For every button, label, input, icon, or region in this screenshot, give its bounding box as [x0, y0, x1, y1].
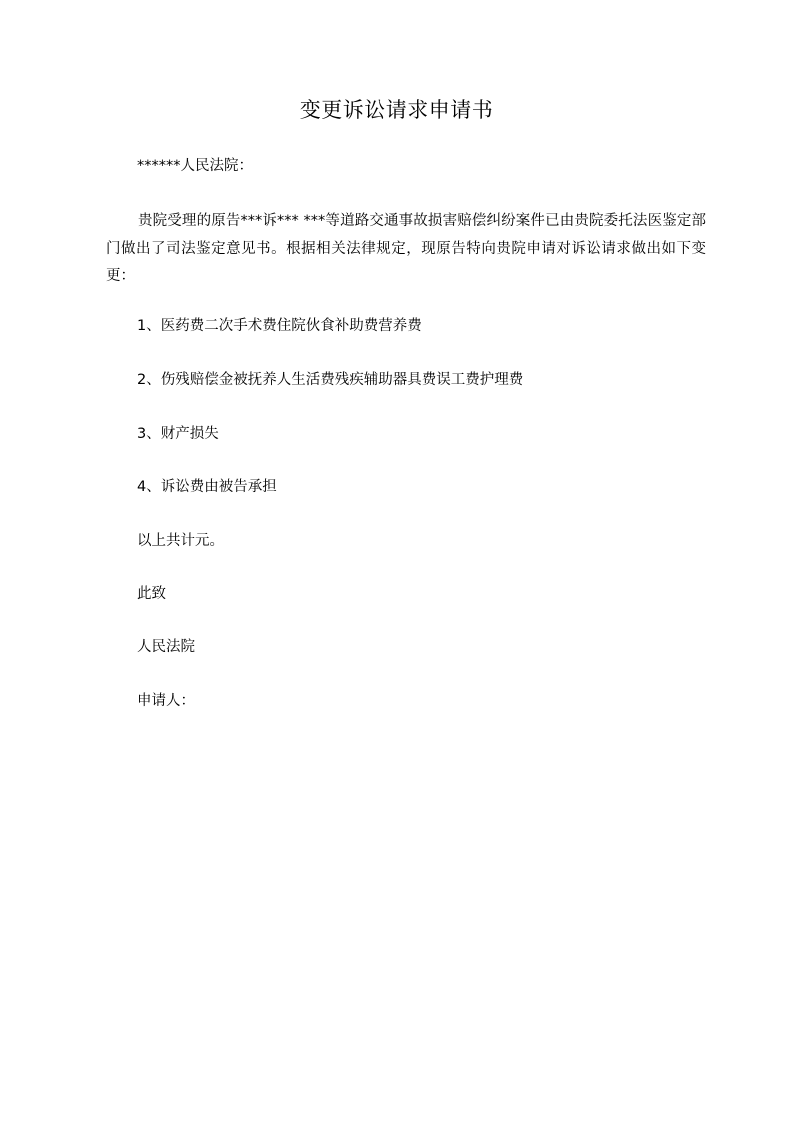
closing-line: 此致 — [137, 586, 166, 602]
court-line: 人民法院 — [137, 639, 195, 655]
addressee: ******人民法院： — [137, 158, 253, 174]
applicant-line: 申请人： — [137, 693, 195, 709]
total-line: 以上共计元。 — [137, 533, 224, 549]
body-paragraph: 贵院受理的原告***诉*** ***等道路交通事故损害赔偿纠纷案件已由贵院委托法医鉴定部门做出了司法鉴定意见书。根据相关法律规定，现原告特向贵院申请对诉讼请求做出如下变更： — [106, 213, 706, 284]
request-item-1: 1、医药费二次手术费住院伙食补助费营养费 — [137, 318, 422, 334]
request-item-3: 3、财产损失 — [137, 426, 219, 442]
request-item-4: 4、诉讼费由被告承担 — [137, 479, 277, 495]
request-item-2: 2、伤残赔偿金被抚养人生活费残疾辅助器具费误工费护理费 — [137, 372, 524, 388]
document-title: 变更诉讼请求申请书 — [299, 98, 494, 122]
